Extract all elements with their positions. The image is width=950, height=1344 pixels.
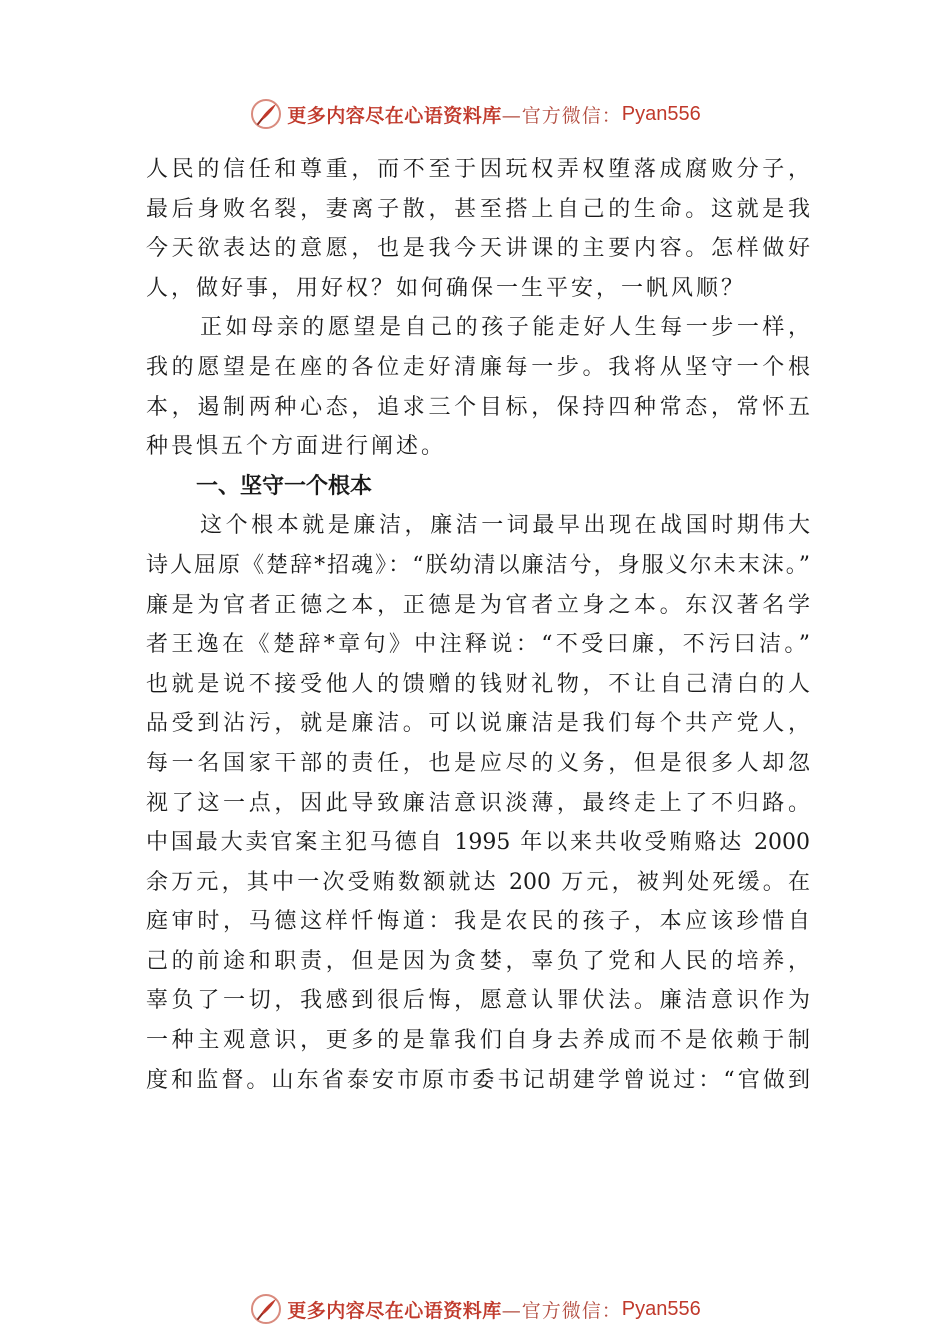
section-heading: 一、坚守一个根本 — [196, 473, 373, 499]
header-watermark — [0, 96, 950, 132]
watermark-id: Pyan556 — [621, 1297, 701, 1320]
text-line: 正如母亲的愿望是自己的孩子能走好人生每一步一样， — [200, 315, 810, 341]
text-line: 廉是为官者正德之本，正德是为官者立身之本。东汉著名学 — [146, 592, 810, 618]
text-line: 视了这一点，因此导致廉洁意识淡薄，最终走上了不归路。 — [146, 790, 810, 816]
text-line: 辜负了一切，我感到很后悔，愿意认罪伏法。廉洁意识作为 — [146, 988, 810, 1014]
text-line: 本，遏制两种心态，追求三个目标，保持四种常态，常怀五 — [146, 394, 810, 420]
text-line: 也就是说不接受他人的馈赠的钱财礼物，不让自己清白的人 — [146, 671, 810, 697]
text-line: 余万元，其中一次受贿数额就达 200 万元，被判处死缓。在 — [146, 869, 810, 895]
text-line: 己的前途和职责，但是因为贪婪，辜负了党和人民的培养， — [146, 948, 810, 974]
text-line: 人，做好事，用好权？如何确保一生平安，一帆风顺？ — [146, 275, 747, 301]
footer-watermark — [0, 1291, 950, 1327]
text-line: 种畏惧五个方面进行阐述。 — [146, 434, 447, 460]
document-body — [146, 150, 810, 1100]
text-line: 庭审时，马德这样忏悔道：我是农民的孩子，本应该珍惜自 — [146, 909, 810, 935]
text-line: 最后身败名裂，妻离子散，甚至搭上自己的生命。这就是我 — [146, 196, 810, 222]
watermark-contact: —官方微信： — [501, 1299, 622, 1322]
text-line: 一种主观意识，更多的是靠我们自身去养成而不是依赖于制 — [146, 1028, 810, 1054]
text-line: 度和监督。山东省泰安市原市委书记胡建学曾说过：“官做到 — [146, 1067, 810, 1093]
watermark-contact: —官方微信： — [501, 104, 622, 127]
text-line: 中国最大卖官案主犯马德自 1995 年以来共收受贿赂达 2000 — [146, 830, 810, 856]
text-line: 我的愿望是在座的各位走好清廉每一步。我将从坚守一个根 — [146, 354, 810, 380]
text-line: 诗人屈原《楚辞*招魂》：“朕幼清以廉洁兮，身服义尔未末沫。” — [146, 552, 810, 578]
quill-pen-icon — [249, 97, 283, 131]
text-line: 品受到沾污，就是廉洁。可以说廉洁是我们每个共产党人， — [146, 711, 810, 737]
watermark-id: Pyan556 — [621, 102, 701, 125]
quill-pen-icon — [249, 1292, 283, 1326]
watermark-text: 更多内容尽在心语资料库 — [287, 104, 502, 127]
watermark-text: 更多内容尽在心语资料库 — [287, 1299, 502, 1322]
text-line: 这个根本就是廉洁，廉洁一词最早出现在战国时期伟大 — [200, 513, 810, 539]
text-line: 每一名国家干部的责任，也是应尽的义务，但是很多人却忽 — [146, 750, 810, 776]
text-line: 人民的信任和尊重，而不至于因玩权弄权堕落成腐败分子， — [146, 157, 810, 182]
text-line: 者王逸在《楚辞*章句》中注释说：“不受曰廉，不污曰洁。” — [146, 632, 810, 658]
text-line: 今天欲表达的意愿，也是我今天讲课的主要内容。怎样做好 — [146, 236, 810, 262]
